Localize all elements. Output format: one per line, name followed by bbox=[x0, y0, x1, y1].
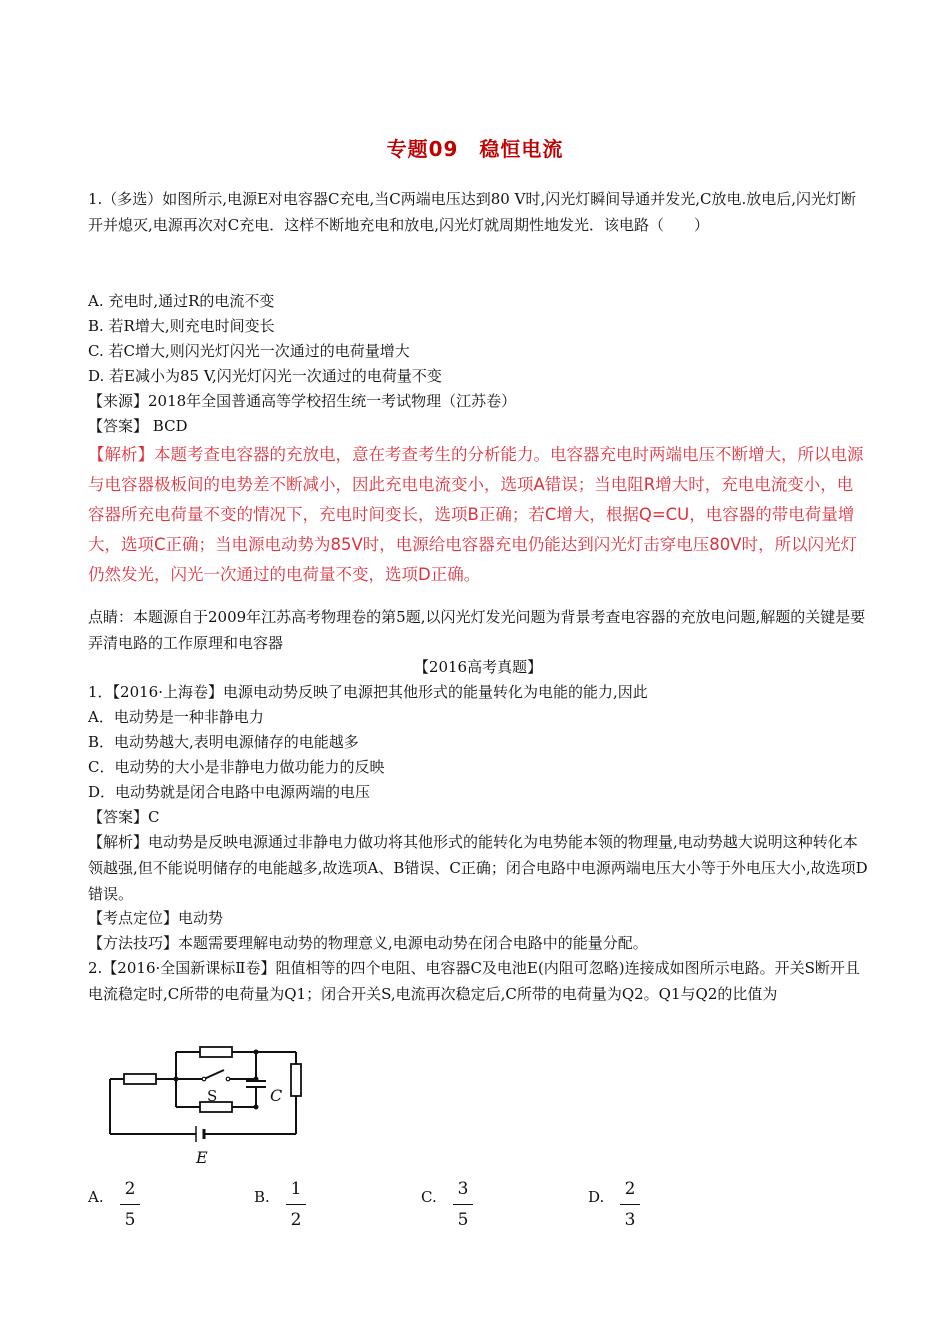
q2-method: 【方法技巧】本题需要理解电动势的物理意义,电源电动势在闭合电路中的能量分配。 bbox=[88, 934, 648, 952]
q1-option-d: D. 若E减小为85 V,闪光灯闪光一次通过的电荷量不变 bbox=[88, 367, 442, 385]
section-heading: 【2016高考真题】 bbox=[413, 658, 543, 676]
resistor-1 bbox=[124, 1074, 156, 1084]
page-title: 专题09 稳恒电流 bbox=[386, 137, 564, 161]
battery-label: E bbox=[196, 1148, 208, 1167]
capacitor-label: C bbox=[270, 1086, 283, 1105]
q1-option-c: C. 若C增大,则闪光灯闪光一次通过的电荷量增大 bbox=[88, 342, 410, 360]
q2-option-b: B．电动势越大,表明电源储存的电能越多 bbox=[88, 733, 359, 751]
q1-source: 【来源】2018年全国普通高等学校招生统一考试物理（江苏卷） bbox=[88, 392, 517, 410]
q2-option-a: A．电动势是一种非静电力 bbox=[88, 708, 264, 726]
q2-answer: 【答案】C bbox=[88, 808, 160, 826]
q3-options: A. 2 5 B. 1 2 C. 3 5 D. 2 3 bbox=[88, 1178, 788, 1238]
q1-comment: 点睛：本题源自于2009年江苏高考物理卷的第5题,以闪光灯发光问题为背景考查电容器的充放电问题,解题的关键是要弄清电路的工作原理和电容器 bbox=[88, 608, 866, 652]
circuit-diagram bbox=[100, 1040, 320, 1170]
q2-option-d: D．电动势就是闭合电路中电源两端的电压 bbox=[88, 783, 371, 801]
q2-point: 【考点定位】电动势 bbox=[88, 909, 224, 927]
q1-stem: 1.（多选）如图所示,电源E对电容器C充电,当C两端电压达到80 V时,闪光灯瞬间导通并发光,C放电.放电后,闪光灯断开并熄灭,电源再次对C充电．这样不断地充电和放电,闪光灯就周期性地发光．该电路（ ） bbox=[88, 190, 856, 234]
q3-stem: 2.【2016·全国新课标Ⅱ卷】阻值相等的四个电阻、电容器C及电池E(内阻可忽略)连接成如图所示电路。开关S断开且电流稳定时,C所带的电荷量为Q1；闭合开关S,电流再次稳定后,C所带的电荷量为Q2。Q1与Q2的比值为 bbox=[88, 959, 860, 1003]
q1-answer: 【答案】 BCD bbox=[88, 417, 188, 435]
switch-label: S bbox=[207, 1087, 218, 1105]
resistor-2 bbox=[200, 1047, 232, 1057]
q2-stem: 1．【2016·上海卷】电源电动势反映了电源把其他形式的能量转化为电能的能力,因此 bbox=[88, 683, 648, 701]
q2-option-c: C．电动势的大小是非静电力做功能力的反映 bbox=[88, 758, 385, 776]
resistor-3 bbox=[291, 1064, 301, 1096]
q1-option-a: A. 充电时,通过R的电流不变 bbox=[88, 292, 275, 310]
q1-analysis: 【解析】本题考查电容器的充放电，意在考查考生的分析能力。电容器充电时两端电压不断增大，所以电源与电容器极板间的电势差不断减小，因此充电电流变小，选项A错误；当电阻R增大时，充电电流变小，电容器所充电荷量不变的情况下，充电时间变长，选项B正确；若C增大，根据Q=CU，电容器的带电荷量增大，选项C正确；当电源电动势为85V时，电源给电容器充电仍能达到闪光灯击穿电压80V时，所以闪光灯仍然发光，闪光一次通过的电荷量不变，选项D正确。 bbox=[88, 445, 864, 584]
q1-option-b: B. 若R增大,则充电时间变长 bbox=[88, 317, 275, 335]
q2-analysis: 【解析】电动势是反映电源通过非静电力做功将其他形式的能转化为电势能本领的物理量,电动势越大说明这种转化本领越强,但不能说明储存的电能越多,故选项A、B错误、C正确；闭合电路中电源两端电压大小等于外电压大小,故选项D错误。 bbox=[88, 833, 868, 903]
